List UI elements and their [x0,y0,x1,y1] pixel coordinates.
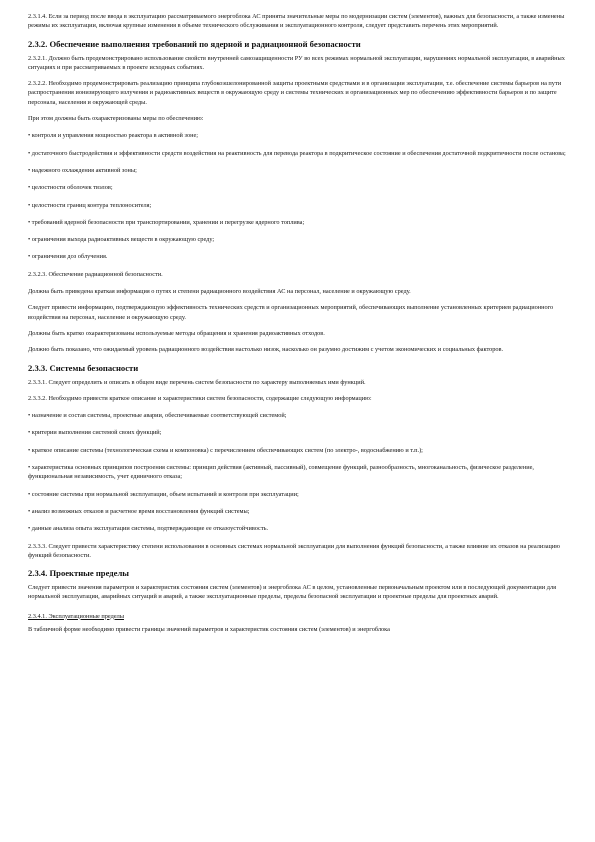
heading-2-3-2: 2.3.2. Обеспечение выполнения требований по ядерной и радиационной безопасности [28,38,361,49]
paragraph: Следует привести значения параметров и характеристик состояния систем (элементов) и энергоблока АС в целом, установленные первоначальным проектом или в последующей документации для нормальной эксплуатации, аварийных ситуаций и аварий, а также эксплуатационные пределы, пределы безопасной эксплуатации и проектные пределы для проектных аварий. [28,584,556,601]
para-2-3-1-4: 2.3.1.4. Если за период после ввода в эксплуатацию рассматриваемого энергоблока АС приняты значительные меры по модернизации систем (элементов), важных для безопасности, а также изменены режимы их эксплуатации, включая крупные изменения в объеме технического обслуживания и эксплуатационного контроля, следует представить перечень этих мероприятий. [28,13,565,30]
bullet-item: • анализ возможных отказов и расчетное время восстановления функций системы; [28,507,250,515]
bullet-item: • характеристика основных принципов построения системы: принцип действия (активный, пассивный), совмещение функций, разнообразность, многоканальность, физическое разделение, функциональная независимость, учет единичного отказа; [28,464,534,481]
paragraph: Должна быть приведена краткая информация о путях и степени радиационного воздействия АС на персонал, население и окружающую среду. [28,288,411,296]
bullet-item: • целостности границ контура теплоносителя; [28,201,152,209]
bullet-item: • состояние системы при нормальной эксплуатации, объем испытаний и контроля при эксплуатации; [28,490,299,498]
heading-2-3-3: 2.3.3. Системы безопасности [28,362,139,373]
para-2-3-2-3: 2.3.2.3. Обеспечение радиационной безопасности. [28,270,163,278]
para-2-3-2-2: 2.3.2.2. Необходимо продемонстрировать реализацию принципа глубокоэшелонированной защиты проектными средствами и в организации эксплуатации, т.е. обеспечение системы барьеров на пути распространения ионизирующего излучения и радиоактивных веществ в окружающую среду и системы технических и организационных мер по обеспечению эффективности барьеров и по защите персонала, населения и окружающей среды. [28,80,562,106]
bullet-item: • достаточного быстродействия и эффективности средств воздействия на реактивность для перевода реактора в подкритическое состояние и обеспечения достаточной подкритичности после останова; [28,149,566,157]
heading-2-3-4: 2.3.4. Проектные пределы [28,568,129,579]
bullet-item: • краткое описание системы (технологическая схема и компоновка) с перечислением обеспечивающих систем (по электро-, водоснабжению и т.п.); [28,446,423,454]
document-page [28,12,569,634]
para-2-3-3-3: 2.3.3.3. Следует привести характеристику степени использования в основных системах нормальной эксплуатации для выполнения функций безопасности, а также влияние их отказов на реализацию функций безопасности. [28,542,560,559]
bullet-item: • требований ядерной безопасности при транспортировании, хранении и перегрузке ядерного топлива; [28,218,305,226]
bullet-item: • ограничения доз облучения. [28,253,108,261]
paragraph: Должно быть показано, что ожидаемый уровень радиационного воздействия настолько низок, насколько он разумно достижим с учетом экономических и социальных факторов. [28,346,504,354]
bullet-item: • данные анализа опыта эксплуатации системы, подтверждающие ее отказоустойчивость. [28,525,269,533]
subheading-2-3-4-1: 2.3.4.1. Эксплуатационные пределы [28,612,124,620]
bullet-item: • ограничения выхода радиоактивных веществ в окружающую среду; [28,236,215,244]
paragraph: Должны быть кратко охарактеризованы используемые методы обращения и хранения радиоактивных отходов. [28,329,325,337]
bullet-item: • назначение и состав системы, проектные аварии, обеспечиваемые соответствующей системой; [28,412,287,420]
para-2-3-2-1: 2.3.2.1. Должно быть продемонстрировано использование свойств внутренней самозащищенности РУ во всех режимах нормальной эксплуатации, нарушениях нормальной эксплуатации, в аварийных ситуациях и при рассматриваемых в проекте исходных событиях. [28,54,565,71]
bullet-item: • контроля и управления мощностью реактора в активной зоне; [28,132,199,140]
para-measures-intro: При этом должны быть охарактеризованы меры по обеспечению: [28,115,204,123]
paragraph: Следует привести информацию, подтверждающую эффективность технических средств и организационных мероприятий, обеспечивающих выполнение установленных критериев радиационного воздействия на персонал, население и окружающую среду. [28,304,554,321]
bullet-item: • критерии выполнения системой своих функций; [28,429,162,437]
para-2-3-3-2: 2.3.3.2. Необходимо привести краткое описание и характеристики систем безопасности, содержащие следующую информацию: [28,394,372,402]
bullet-item: • целостности оболочек твэлов; [28,184,113,192]
paragraph: В табличной форме необходимо привести границы значений параметров и характеристик состояния систем (элементов) и энергоблока [28,625,390,633]
bullet-item: • надежного охлаждения активной зоны; [28,166,137,174]
para-2-3-3-1: 2.3.3.1. Следует определить и описать в общем виде перечень систем безопасности по характеру выполняемых ими функций. [28,378,366,386]
